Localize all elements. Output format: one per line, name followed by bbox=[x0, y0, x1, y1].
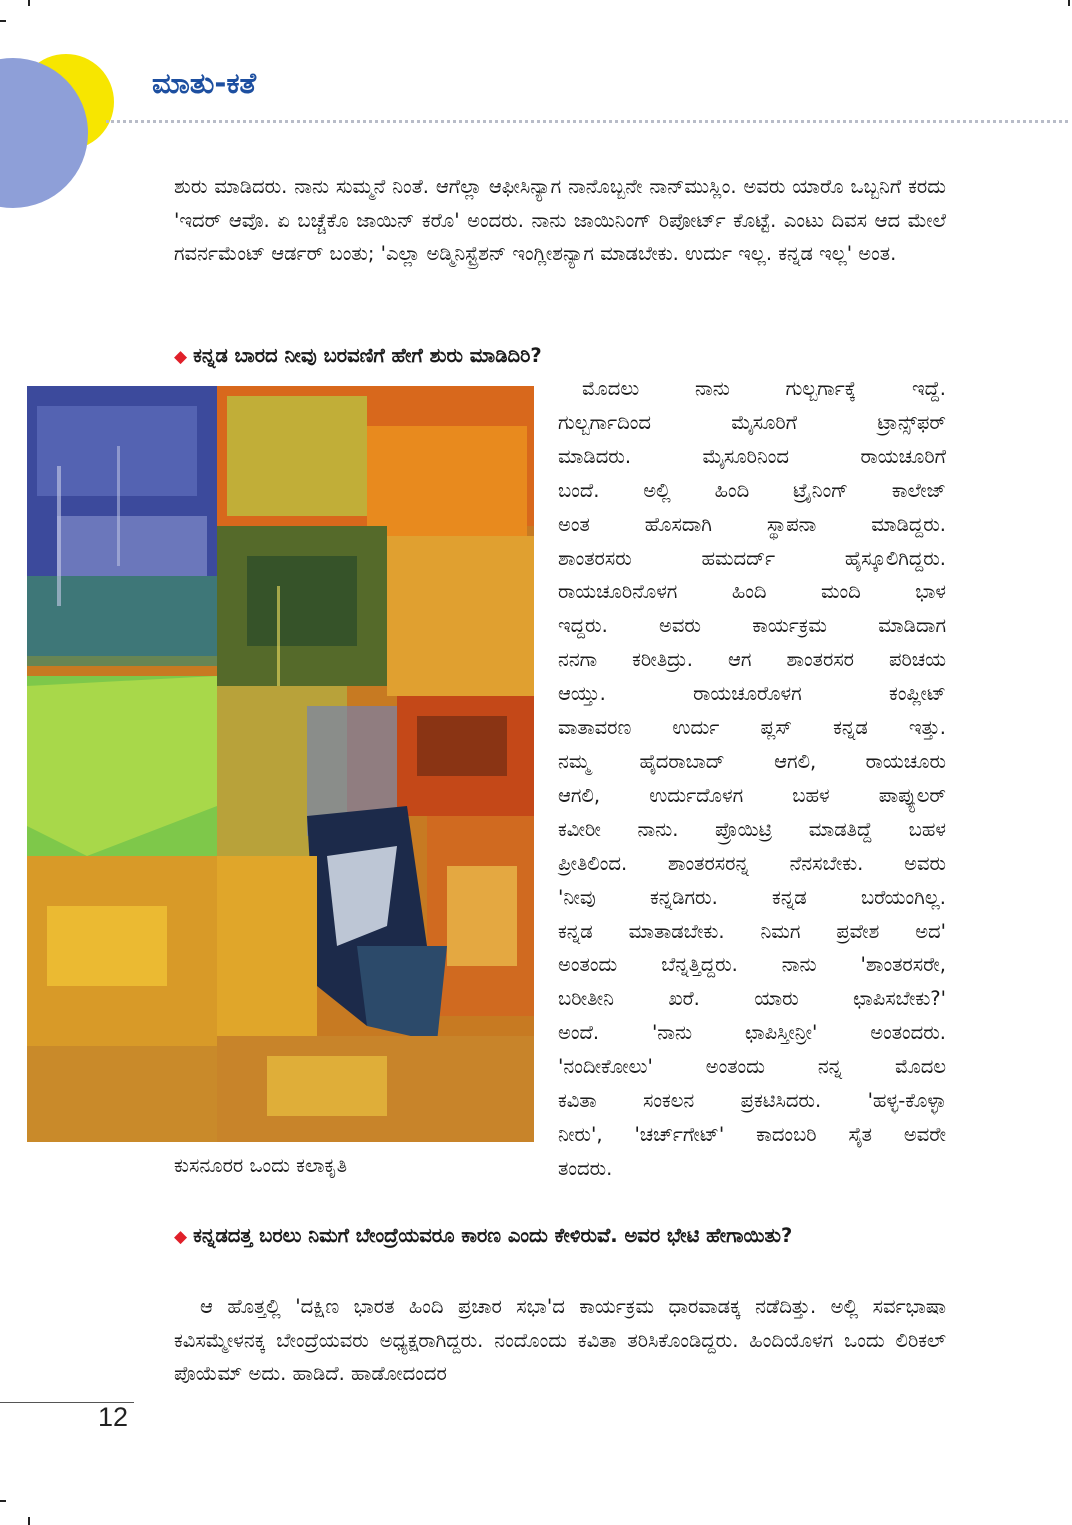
question-1 bbox=[174, 340, 946, 373]
answer-1-line: ಕವೀರೀ ನಾನು. ಪ್ರೊಯಿಟ್ರಿ ಮಾಡತಿದ್ದೆ ಬಹಳ bbox=[558, 817, 946, 841]
intro-paragraph: ಶುರು ಮಾಡಿದರು. ನಾನು ಸುಮ್ಮನೆ ನಿಂತೆ. ಆಗೆಲ್ಲಾ ಆಫೀಸಿನ್ಯಾಗ ನಾನೊಬ್ಬನೇ ನಾನ್‌ಮುಸ್ಲಿಂ. ಅವರು ಯಾರೊ ಒಬ್ಬನಿಗೆ ಕರದು 'ಇದರ್ ಆವೊ. ಏ ಬಚ್ಚೆಕೊ ಜಾಯಿನ್ ಕರೊ' ಅಂದರು. ನಾನು ಜಾಯಿನಿಂಗ್ ರಿಪೋರ್ಟ್ ಕೊಟ್ಟೆ. ಎಂಟು ದಿವಸ ಆದ ಮೇಲೆ ಗವರ್ನಮೆಂಟ್ ಆರ್ಡರ್ ಬಂತು; 'ಎಲ್ಲಾ ಅಡ್ಮಿನಿಸ್ಟ್ರೆಶನ್ ಇಂಗ್ಲೀಶನ್ಯಾಗ ಮಾಡಬೇಕು. ಉರ್ದು ಇಲ್ಲ. ಕನ್ನಡ ಇಲ್ಲ' ಅಂತ. bbox=[174, 175, 946, 266]
answer-1-line: ಕವಿತಾ ಸಂಕಲನ ಪ್ರಕಟಿಸಿದರು. 'ಹಳ್ಳ-ಕೊಳ್ಳಾ bbox=[558, 1089, 946, 1113]
artwork-image bbox=[27, 386, 534, 1142]
answer-1-line: ಅಂತ ಹೊಸದಾಗಿ ಸ್ಥಾಪನಾ ಮಾಡಿದ್ದರು. bbox=[558, 512, 946, 536]
answer-1-line: ಅಂತಂದು ಬೆನ್ನತ್ತಿದ್ದರು. ನಾನು 'ಶಾಂತರಸರೇ, bbox=[558, 953, 946, 977]
answer-1-line: ವಾತಾವರಣ ಉರ್ದು ಪ್ಲಸ್ ಕನ್ನಡ ಇತ್ತು. bbox=[558, 716, 946, 740]
answer-1-line: ಮಾಡಿದರು. ಮೈಸೂರಿನಿಂದ ರಾಯಚೂರಿಗೆ bbox=[558, 444, 946, 468]
answer-1-line: 'ನೀವು ಕನ್ನಡಿಗರು. ಕನ್ನಡ ಬರೆಯಂಗಿಲ್ಲ. bbox=[558, 885, 946, 909]
answer-1-line: ಬಂದೆ. ಅಲ್ಲಿ ಹಿಂದಿ ಟ್ರೈನಿಂಗ್ ಕಾಲೇಜ್ bbox=[558, 478, 946, 502]
crop-mark-bottom-left bbox=[28, 1517, 30, 1525]
answer-1-line: ಗುಲ್ಬರ್ಗಾದಿಂದ ಮೈಸೂರಿಗೆ ಟ್ರಾನ್ಸ್‌ಫರ್ bbox=[558, 410, 946, 434]
answer-1-line: ನಮ್ಮ ಹೈದರಾಬಾದ್ ಆಗಲಿ, ರಾಯಚೂರು bbox=[558, 749, 946, 773]
answer-1-line: ಬರೀತೀನಿ ಖರೆ. ಯಾರು ಛಾಪಿಸಬೇಕು?' bbox=[558, 987, 946, 1011]
answer-1-line: ನೀರು', 'ಚರ್ಚ್‌ಗೇಟ್' ಕಾದಂಬರಿ ಸೈತ ಅವರೇ bbox=[558, 1122, 946, 1146]
answer-1-line: 'ನಂದೀಕೋಲು' ಅಂತಂದು ನನ್ನ ಮೊದಲ bbox=[558, 1055, 946, 1079]
crop-mark-left-upper bbox=[0, 20, 6, 22]
answer-1-line: ರಾಯಚೂರಿನೊಳಗ ಹಿಂದಿ ಮಂದಿ ಭಾಳ bbox=[558, 580, 946, 604]
answer-1-line: ಶಾಂತರಸರು ಹಮದರ್ದ್ ಹೈಸ್ಕೂಲಿಗಿದ್ದರು. bbox=[558, 546, 946, 570]
question-2 bbox=[174, 1220, 972, 1253]
abstract-painting-graphic bbox=[27, 386, 534, 1142]
question-2-text: ಕನ್ನಡದತ್ತ ಬರಲು ನಿಮಗೆ ಬೇಂದ್ರೆಯವರೂ ಕಾರಣ ಎಂದು ಕೇಳಿರುವೆ. ಅವರ ಭೇಟಿ ಹೇಗಾಯಿತು? bbox=[193, 1224, 793, 1247]
answer-1-column bbox=[558, 372, 946, 1186]
diamond-bullet-icon: ◆ bbox=[174, 1227, 188, 1247]
crop-mark-top-right bbox=[1068, 0, 1070, 6]
section-title: ಮಾತು-ಕತೆ bbox=[152, 66, 257, 100]
answer-2-paragraph: ಆ ಹೊತ್ತಲ್ಲಿ 'ದಕ್ಷಿಣ ಭಾರತ ಹಿಂದಿ ಪ್ರಚಾರ ಸಭಾ'ದ ಕಾರ್ಯಕ್ರಮ ಧಾರವಾಡಕ್ಕ ನಡೆದಿತ್ತು. ಅಲ್ಲಿ ಸರ್ವಭಾಷಾ ಕವಿಸಮ್ಮೇಳನಕ್ಕ ಬೇಂದ್ರೆಯವರು ಅಧ್ಯಕ್ಷರಾಗಿದ್ದರು. ನಂದೊಂದು ಕವಿತಾ ತರಿಸಿಕೊಂಡಿದ್ದರು. ಹಿಂದಿಯೊಳಗ ಒಂದು ಲಿರಿಕಲ್ ಪೊಯೆಮ್ ಅದು. ಹಾಡಿದೆ. ಹಾಡೋದಂದರ bbox=[174, 1295, 946, 1386]
question-1-text: ಕನ್ನಡ ಬಾರದ ನೀವು ಬರವಣಿಗೆ ಹೇಗೆ ಶುರು ಮಾಡಿದಿರಿ? bbox=[193, 344, 542, 367]
answer-1-line: ಆಗಲಿ, ಉರ್ದುದೊಳಗ ಬಹಳ ಪಾಪ್ಯುಲರ್ bbox=[558, 783, 946, 807]
page-number: 12 bbox=[98, 1402, 129, 1432]
figure-caption: ಕುಸನೂರರ ಒಂದು ಕಲಾಕೃತಿ bbox=[174, 1154, 348, 1177]
answer-1-line: ಪ್ರೀತಿಲಿಂದ. ಶಾಂತರಸರನ್ನ ನೆನಸಬೇಕು. ಅವರು bbox=[558, 851, 946, 875]
header-dotted-rule bbox=[106, 120, 1068, 123]
answer-1-line: ಆಯ್ತು. ರಾಯಚೂರೊಳಗ ಕಂಪ್ಲೀಟ್ bbox=[558, 682, 946, 706]
answer-1-line: ತಂದರು. bbox=[558, 1156, 613, 1180]
answer-1-line: ನನಗಾ ಕರೀತಿದ್ರು. ಆಗ ಶಾಂತರಸರ ಪರಿಚಯ bbox=[558, 648, 946, 672]
answer-1-line: ಮೊದಲು ನಾನು ಗುಲ್ಬರ್ಗಾಕ್ಕೆ ಇದ್ದೆ. bbox=[582, 377, 946, 400]
diamond-bullet-icon: ◆ bbox=[174, 347, 188, 367]
answer-1-line: ಇದ್ದರು. ಅವರು ಕಾರ್ಯಕ್ರಮ ಮಾಡಿದಾಗ bbox=[558, 614, 946, 638]
crop-mark-left-lower bbox=[0, 1500, 6, 1502]
crop-mark-top-left bbox=[28, 0, 30, 6]
answer-1-line: ಕನ್ನಡ ಮಾತಾಡಬೇಕು. ನಿಮಗ ಪ್ರವೇಶ ಅದ' bbox=[558, 919, 946, 943]
answer-1-line: ಅಂದೆ. 'ನಾನು ಛಾಪಿಸ್ತೀನ್ರೀ' ಅಂತಂದರು. bbox=[558, 1021, 946, 1045]
